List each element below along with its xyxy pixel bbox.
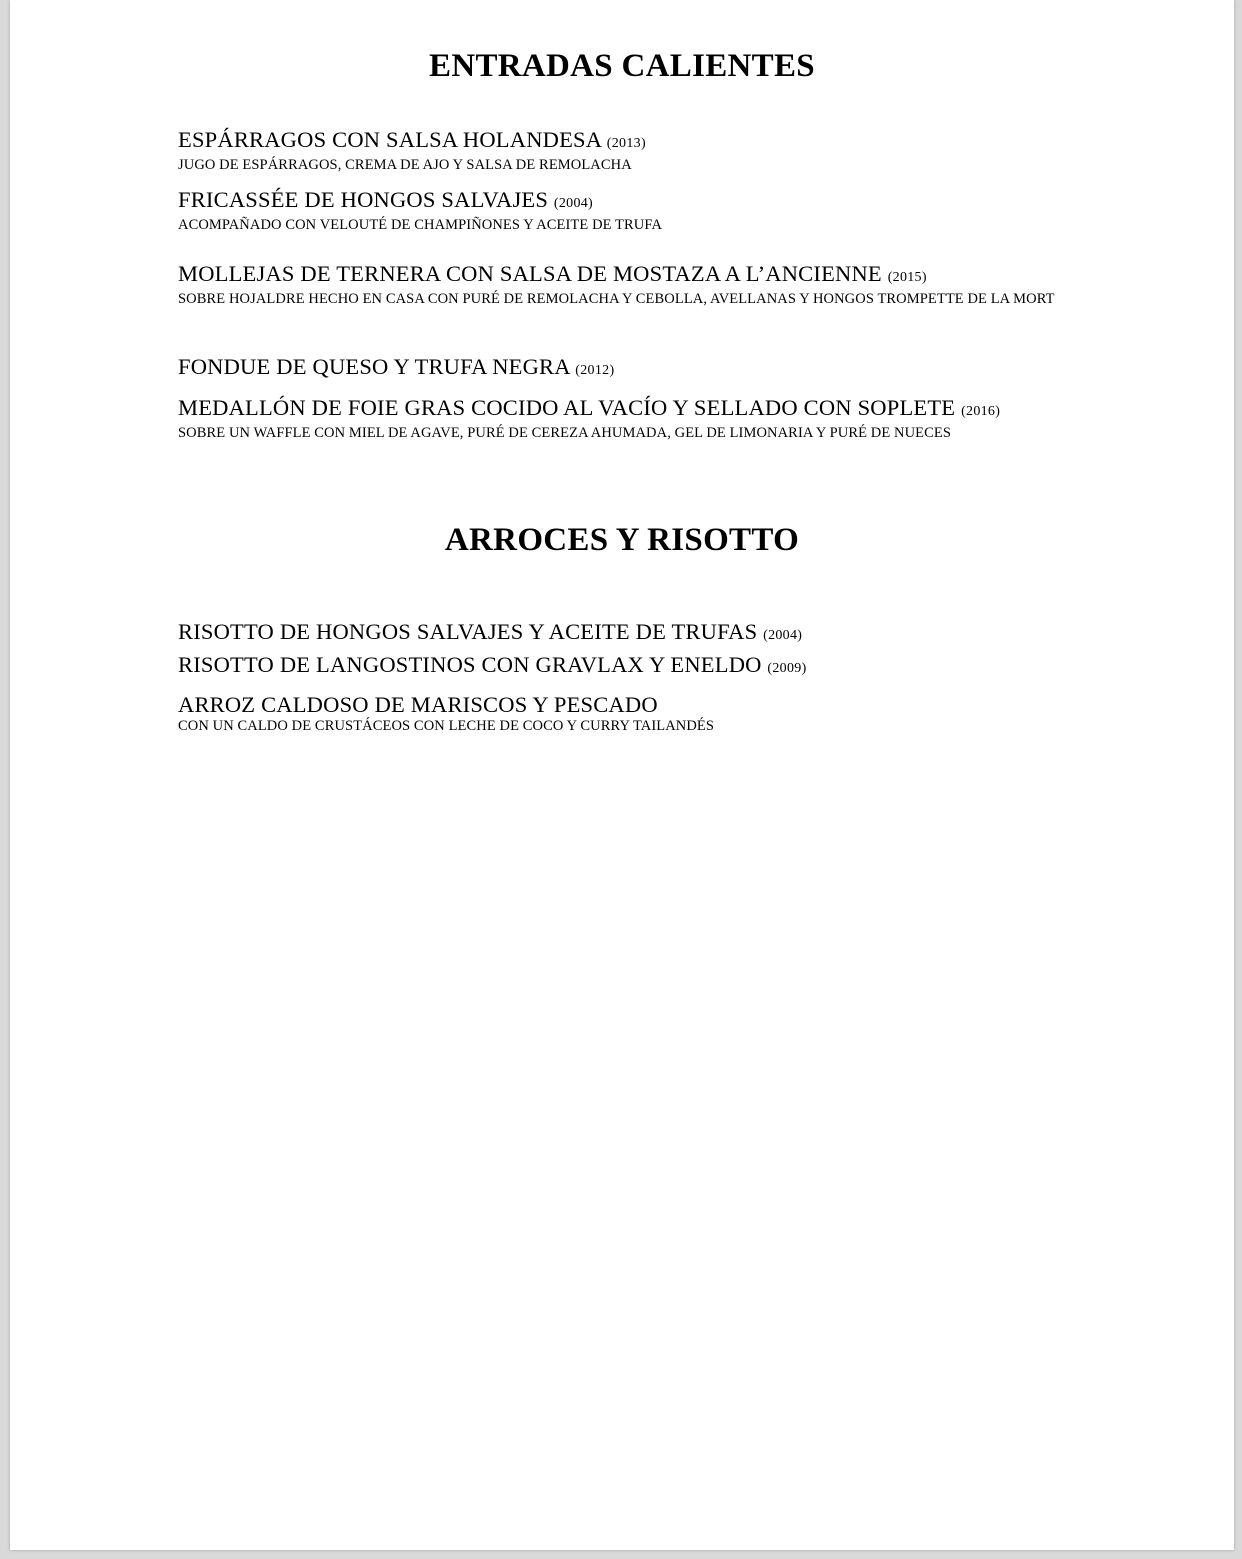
menu-page (10, 0, 1234, 1550)
menu-item-fondue (178, 355, 1078, 383)
menu-item-mollejas (178, 262, 1078, 309)
menu-item-fricassee (178, 188, 1078, 235)
menu-item-esparragos (178, 128, 1078, 175)
item-name: MOLLEJAS DE TERNERA CON SALSA DE MOSTAZA A L’ANCIENNE (178, 261, 882, 286)
item-name: FRICASSÉE DE HONGOS SALVAJES (178, 187, 549, 212)
menu-item-arroz-caldoso (178, 693, 1078, 736)
menu-item-foie-gras (178, 396, 1078, 443)
section-title-entradas-calientes: ENTRADAS CALIENTES (429, 48, 815, 84)
item-name: RISOTTO DE HONGOS SALVAJES Y ACEITE DE TRUFAS (178, 619, 758, 644)
item-name: ESPÁRRAGOS CON SALSA HOLANDESA (178, 127, 601, 152)
item-description: JUGO DE ESPÁRRAGOS, CREMA DE AJO Y SALSA DE REMOLACHA (178, 157, 632, 173)
item-year: (2015) (887, 270, 927, 285)
item-description: CON UN CALDO DE CRUSTÁCEOS CON LECHE DE COCO Y CURRY TAILANDÉS (178, 718, 715, 734)
item-year: (2009) (767, 661, 807, 676)
menu-item-risotto-langostinos (178, 653, 1078, 681)
item-description: SOBRE HOJALDRE HECHO EN CASA CON PURÉ DE REMOLACHA Y CEBOLLA, AVELLANAS Y HONGOS TROMPETTE DE LA MORT (178, 291, 1055, 307)
item-year: (2004) (553, 196, 594, 211)
item-name: RISOTTO DE LANGOSTINOS CON GRAVLAX Y ENELDO (178, 652, 762, 677)
item-year: (2004) (763, 628, 803, 643)
item-name: MEDALLÓN DE FOIE GRAS COCIDO AL VACÍO Y SELLADO CON SOPLETE (178, 395, 956, 420)
item-name: FONDUE DE QUESO Y TRUFA NEGRA (178, 354, 570, 379)
item-year: (2012) (575, 363, 615, 378)
item-year: (2016) (961, 404, 1001, 419)
item-year: (2013) (606, 136, 646, 151)
item-description: ACOMPAÑADO CON VELOUTÉ DE CHAMPIÑONES Y ACEITE DE TRUFA (178, 217, 663, 233)
item-name: ARROZ CALDOSO DE MARISCOS Y PESCADO (178, 692, 658, 717)
section-title-arroces-y-risotto: ARROCES Y RISOTTO (444, 522, 800, 558)
menu-item-risotto-hongos (178, 620, 1078, 648)
item-description: SOBRE UN WAFFLE CON MIEL DE AGAVE, PURÉ DE CEREZA AHUMADA, GEL DE LIMONARIA Y PURÉ DE NUECES (178, 425, 952, 441)
